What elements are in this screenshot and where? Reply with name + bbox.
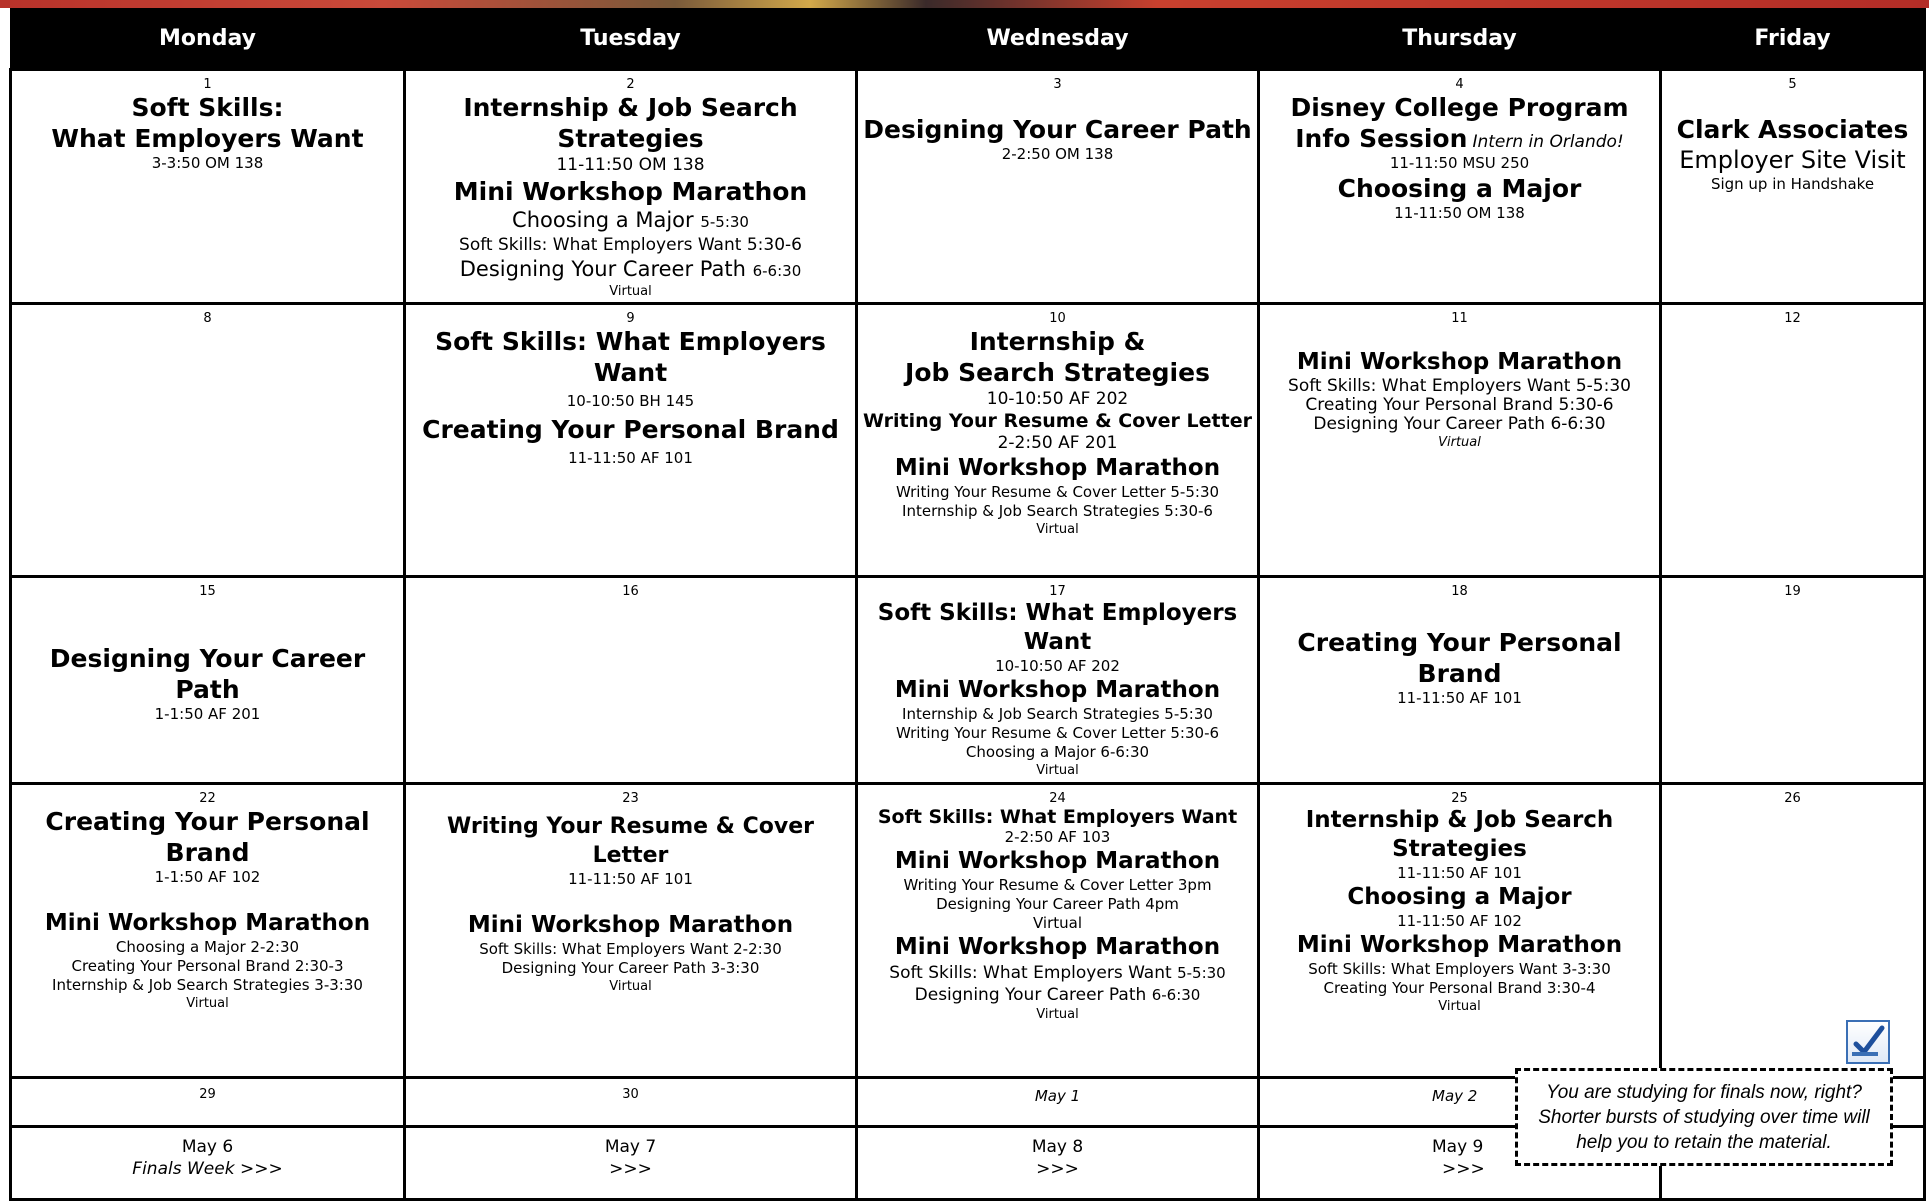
event-title: Choosing a Major <box>1347 884 1572 910</box>
event-title: Internship & Job Search Strategies <box>463 93 798 153</box>
day-subtitle: >>> <box>1036 1159 1079 1179</box>
day-number: 19 <box>1784 584 1801 599</box>
week-row <box>11 577 1925 784</box>
day-number: 24 <box>1049 791 1066 806</box>
day-number: 30 <box>622 1087 639 1102</box>
workshop-item: Designing Your Career Path 4pm <box>936 895 1179 913</box>
event-title: Mini Workshop Marathon <box>1296 932 1623 958</box>
day-cell <box>1661 577 1925 784</box>
event-details: 10-10:50 AF 202 <box>995 657 1120 675</box>
event-title: Designing Your Career Path <box>49 644 366 704</box>
day-number: 1 <box>203 77 212 92</box>
event-title: Clark Associates <box>1676 115 1909 144</box>
event-title: Mini Workshop Marathon <box>467 912 794 938</box>
workshop-time: 6-6:30 <box>1151 986 1201 1004</box>
event-title: Soft Skills: What Employers Want <box>435 327 826 387</box>
workshop-name: Soft Skills: What Employers Want <box>889 963 1172 983</box>
event-title: Internship & Job Search <box>1305 807 1614 833</box>
workshop-name: Designing Your Career Path <box>914 985 1147 1005</box>
day-cell <box>1661 304 1925 577</box>
event-details: 11-11:50 OM 138 <box>556 155 705 175</box>
calendar-grid <box>9 8 1926 1201</box>
event-title: Soft Skills: What Employers Want <box>877 806 1238 828</box>
day-cell <box>857 1078 1259 1127</box>
day-number: 2 <box>626 77 635 92</box>
day-cell <box>11 70 405 304</box>
day-number: 18 <box>1451 584 1468 599</box>
header-friday: Friday <box>1661 8 1925 70</box>
event-title: Mini Workshop Marathon <box>44 910 371 936</box>
event-details: 10-10:50 BH 145 <box>566 392 695 410</box>
day-number: 26 <box>1784 791 1801 806</box>
virtual-label: Virtual <box>1036 763 1079 778</box>
virtual-label: Virtual <box>1036 522 1079 537</box>
workshop-item: Soft Skills: What Employers Want 5-5:30 <box>1288 376 1631 396</box>
workshop-item: Creating Your Personal Brand 3:30-4 <box>1323 979 1596 997</box>
day-cell <box>1259 70 1661 304</box>
study-reminder-note <box>1515 1068 1893 1166</box>
day-subtitle: >>> <box>609 1159 652 1179</box>
event-subtitle: Employer Site Visit <box>1679 146 1906 174</box>
event-title: Internship & <box>969 327 1146 356</box>
day-cell <box>11 577 405 784</box>
workshop-item: Choosing a Major 2-2:30 <box>115 938 300 956</box>
day-cell <box>405 1078 857 1127</box>
day-cell <box>11 784 405 1078</box>
workshop-item: Internship & Job Search Strategies 5-5:30 <box>902 705 1213 723</box>
workshop-time: 5-5:30 <box>1177 964 1226 982</box>
header-tuesday: Tuesday <box>405 8 857 70</box>
day-cell <box>11 1127 405 1200</box>
day-number: 5 <box>1788 77 1797 92</box>
day-number: May 7 <box>604 1137 657 1157</box>
day-number: 15 <box>199 584 216 599</box>
day-cell <box>11 1078 405 1127</box>
day-cell <box>405 304 857 577</box>
day-cell <box>11 304 405 577</box>
workshop-name: Soft Skills: What Employers Want <box>459 235 742 255</box>
event-details: 11-11:50 AF 101 <box>1397 864 1522 882</box>
workshop-item <box>408 256 853 283</box>
virtual-label: Virtual <box>1036 1007 1079 1022</box>
header-thursday: Thursday <box>1259 8 1661 70</box>
header-monday: Monday <box>11 8 405 70</box>
day-cell <box>1259 784 1661 1078</box>
day-number: 4 <box>1455 77 1464 92</box>
day-cell <box>857 577 1259 784</box>
event-title: Mini Workshop Marathon <box>894 934 1221 960</box>
event-details: 11-11:50 MSU 250 <box>1389 154 1530 172</box>
workshop-item: Creating Your Personal Brand 5:30-6 <box>1305 395 1614 415</box>
virtual-label: Virtual <box>1438 435 1481 450</box>
event-title: Job Search Strategies <box>905 358 1210 387</box>
event-title: Soft Skills: <box>131 93 284 122</box>
workshop-item <box>860 984 1255 1006</box>
day-cell <box>1259 577 1661 784</box>
workshop-item: Designing Your Career Path 6-6:30 <box>1313 414 1606 434</box>
week-row <box>11 70 1925 304</box>
event-details: 1-1:50 AF 201 <box>154 705 261 723</box>
day-number: May 9 <box>1432 1137 1484 1157</box>
event-title: Writing Your Resume & Cover Letter <box>863 410 1252 432</box>
weekday-header-row <box>11 8 1925 70</box>
event-details: 1-1:50 AF 102 <box>154 868 261 886</box>
workshop-item: Writing Your Resume & Cover Letter 5-5:30 <box>895 483 1220 501</box>
virtual-label: Virtual <box>1438 999 1481 1014</box>
virtual-label: Virtual <box>609 284 652 299</box>
virtual-label: Virtual <box>1032 914 1082 932</box>
day-number: May 8 <box>1031 1137 1084 1157</box>
day-cell <box>405 1127 857 1200</box>
day-cell <box>1259 304 1661 577</box>
event-details: Sign up in Handshake <box>1710 175 1875 193</box>
workshop-item: Creating Your Personal Brand 2:30-3 <box>71 957 344 975</box>
day-cell <box>857 784 1259 1078</box>
event-title: What Employers Want <box>51 124 364 153</box>
event-title: Mini Workshop Marathon <box>894 848 1221 874</box>
day-cell <box>405 70 857 304</box>
week-row <box>11 784 1925 1078</box>
event-title: Creating Your Personal Brand <box>422 415 839 444</box>
day-cell <box>857 1127 1259 1200</box>
workshop-item: Writing Your Resume & Cover Letter 3pm <box>903 876 1212 894</box>
workshop-item <box>408 234 853 256</box>
week-row <box>11 304 1925 577</box>
event-title: Designing Your Career Path <box>863 115 1252 144</box>
workshop-item <box>408 207 853 234</box>
workshop-item: Choosing a Major 6-6:30 <box>965 743 1150 761</box>
event-details: 11-11:50 OM 138 <box>1394 204 1525 222</box>
event-details: 11-11:50 AF 102 <box>1397 912 1522 930</box>
event-details: 10-10:50 AF 202 <box>986 389 1129 409</box>
event-title: Strategies <box>1392 836 1527 862</box>
day-number: May 1 <box>1034 1087 1081 1105</box>
event-title: Writing Your Resume & Cover Letter <box>447 814 814 868</box>
workshop-item: Writing Your Resume & Cover Letter 5:30-6 <box>895 724 1220 742</box>
event-title: Mini Workshop Marathon <box>453 177 808 206</box>
workshop-item: Internship & Job Search Strategies 5:30-6 <box>902 502 1213 520</box>
checkbox-check-icon <box>1846 1020 1890 1064</box>
event-title: Soft Skills: What Employers Want <box>877 600 1238 655</box>
event-details: 11-11:50 AF 101 <box>1397 689 1522 707</box>
day-number: 17 <box>1049 584 1066 599</box>
event-details: 11-11:50 AF 101 <box>568 449 693 467</box>
event-title: Info Session <box>1295 124 1468 153</box>
day-number: 11 <box>1451 311 1468 326</box>
virtual-label: Virtual <box>186 996 229 1011</box>
day-cell <box>1661 70 1925 304</box>
workshop-name: Choosing a Major <box>512 208 694 232</box>
day-cell <box>857 70 1259 304</box>
day-cell <box>857 304 1259 577</box>
day-number: 12 <box>1784 311 1801 326</box>
day-number: May 6 <box>181 1137 234 1157</box>
workshop-item: Soft Skills: What Employers Want 3-3:30 <box>1308 960 1611 978</box>
day-number: 8 <box>203 311 212 326</box>
workshop-time: 5-5:30 <box>700 213 749 231</box>
event-title: Creating Your Personal Brand <box>45 807 370 867</box>
event-details: 2-2:50 OM 138 <box>1001 145 1114 163</box>
day-subtitle: >>> <box>1442 1159 1485 1179</box>
event-title: Mini Workshop Marathon <box>1296 349 1623 375</box>
workshop-item: Designing Your Career Path 3-3:30 <box>501 959 760 977</box>
day-number: 10 <box>1049 311 1066 326</box>
event-details: 2-2:50 AF 201 <box>997 433 1118 453</box>
day-number: 29 <box>199 1087 216 1102</box>
event-title: Disney College Program <box>1290 93 1629 122</box>
day-number: 22 <box>199 791 216 806</box>
day-number: 25 <box>1451 791 1468 806</box>
note-text: You are studying for finals now, right? Shorter bursts of studying over time will help you to retain the material. <box>1538 1081 1870 1153</box>
day-cell <box>405 577 857 784</box>
event-title: Mini Workshop Marathon <box>894 677 1221 703</box>
event-title: Choosing a Major <box>1337 174 1582 203</box>
workshop-item <box>860 962 1255 984</box>
day-number: 16 <box>622 584 639 599</box>
workshop-time: 5:30-6 <box>746 235 802 255</box>
event-details: 11-11:50 AF 101 <box>568 870 693 888</box>
day-number: 23 <box>622 791 639 806</box>
virtual-label: Virtual <box>609 979 652 994</box>
header-wednesday: Wednesday <box>857 8 1259 70</box>
day-number: May 2 <box>1432 1087 1478 1105</box>
day-cell <box>405 784 857 1078</box>
event-details: 2-2:50 AF 103 <box>1004 828 1111 846</box>
event-title: Creating Your Personal Brand <box>1297 628 1622 688</box>
workshop-item: Internship & Job Search Strategies 3-3:30 <box>52 976 363 994</box>
workshop-item: Soft Skills: What Employers Want 2-2:30 <box>479 940 782 958</box>
top-banner-image <box>0 0 1929 8</box>
event-title: Mini Workshop Marathon <box>894 455 1221 481</box>
day-number: 3 <box>1053 77 1062 92</box>
event-subtitle: Intern in Orlando! <box>1472 132 1624 152</box>
workshop-name: Designing Your Career Path <box>459 257 746 281</box>
day-number: 9 <box>626 311 635 326</box>
event-details: 3-3:50 OM 138 <box>151 154 264 172</box>
day-subtitle: Finals Week >>> <box>132 1159 283 1179</box>
workshop-time: 6-6:30 <box>752 262 802 280</box>
